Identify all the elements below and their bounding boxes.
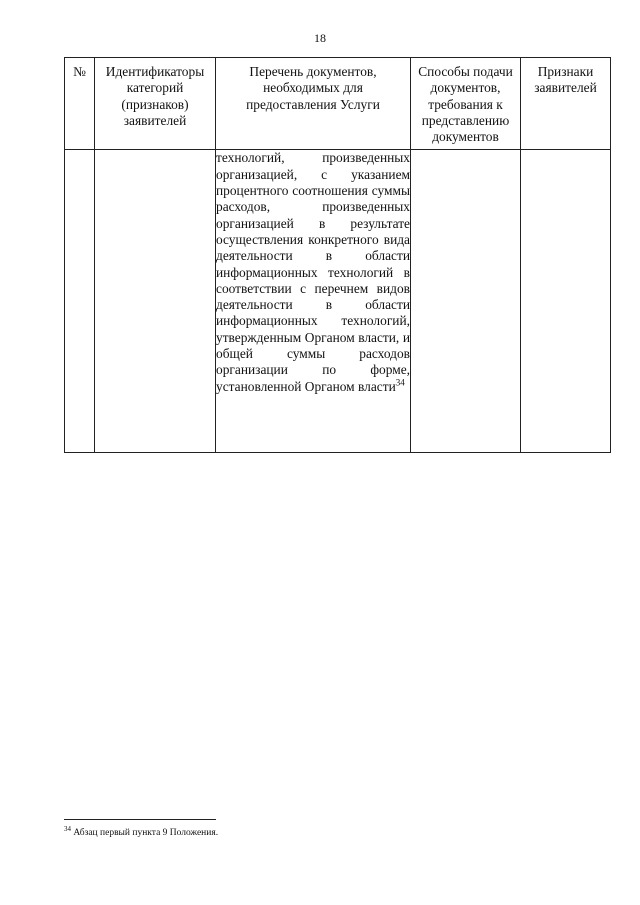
footnote-separator xyxy=(64,819,216,820)
footnote-marker: 34 xyxy=(64,825,71,833)
footnote-text: Абзац первый пункта 9 Положения. xyxy=(73,828,219,839)
cell-number xyxy=(65,150,95,453)
cell-applicant-features xyxy=(521,150,611,453)
footnote xyxy=(64,825,218,838)
cell-identifiers xyxy=(95,150,216,453)
table-header-row xyxy=(65,58,611,150)
page-number: 18 xyxy=(314,31,326,45)
header-documents-list: Перечень документов, необходимых для предоставления Услуги xyxy=(216,58,411,150)
cell-methods xyxy=(411,150,521,453)
header-submission-methods: Способы подачи документов, требования к представлению документов xyxy=(411,58,521,150)
documents-text: технологий, произведенных организацией, с указанием процентного соотношения суммы расходов, произведенных организацией в результате осуществления конкретного вида деятельности в области информационных технологий в соответствии с перечнем видов деятельности в области информационных технологий, утвержденным Органом власти, и общей суммы расходов организации по форме, установленной Органом власти xyxy=(216,150,410,394)
cell-documents xyxy=(216,150,411,453)
table-row xyxy=(65,150,611,453)
header-number: № xyxy=(65,58,95,150)
footnote-reference: 34 xyxy=(395,377,405,388)
header-applicant-features: Признаки заявителей xyxy=(521,58,611,150)
header-applicant-identifiers: Идентификаторы категорий (признаков) заявителей xyxy=(95,58,216,150)
documents-table xyxy=(64,57,611,453)
